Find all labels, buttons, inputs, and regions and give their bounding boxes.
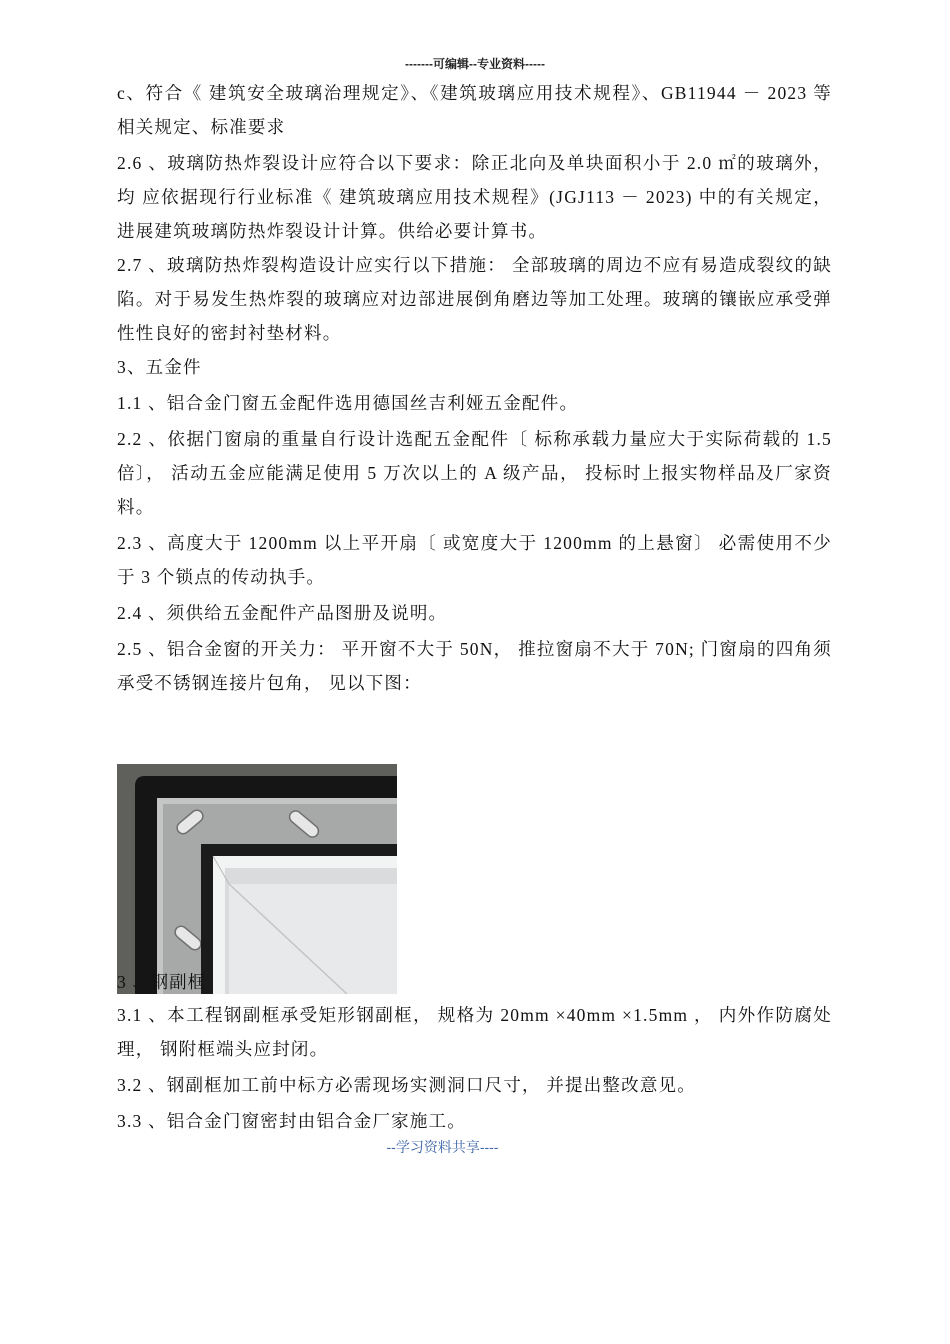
- paragraph-2-4: 2.4 、须供给五金配件产品图册及说明。: [117, 603, 448, 623]
- paragraph-1-1: 1.1 、铝合金门窗五金配件选用德国丝吉利娅五金配件。: [117, 393, 579, 413]
- section-heading-steel-subframe: 3 、钢副框: [117, 972, 207, 992]
- section-heading-hardware: 3、五金件: [117, 357, 202, 377]
- paragraph-2-7: 2.7 、玻璃防热炸裂构造设计应实行以下措施： 全部玻璃的周边不应有易造成裂纹的缺陷。对于易发生热炸裂的玻璃应对边部进展倒角磨边等加工处理。玻璃的镶嵌应承受弹性性良好的密封衬垫材料。: [117, 255, 832, 343]
- paragraph-2-5: 2.5 、铝合金窗的开关力： 平开窗不大于 50N， 推拉窗扇不大于 70N; 门窗扇的四角须承受不锈钢连接片包角， 见以下图：: [117, 639, 832, 693]
- corner-bracket-figure: [117, 764, 397, 994]
- page-footer: --学习资料共享----: [386, 1139, 499, 1155]
- paragraph-3-3: 3.3 、铝合金门窗密封由铝合金厂家施工。: [117, 1111, 466, 1131]
- paragraph-3-1: 3.1 、本工程钢副框承受矩形钢副框， 规格为 20mm ×40mm ×1.5mm ， 内外作防腐处理， 钢附框端头应封闭。: [117, 1005, 832, 1059]
- paragraph-3-2: 3.2 、钢副框加工前中标方必需现场实测洞口尺寸， 并提出整改意见。: [117, 1075, 696, 1095]
- paragraph-2-3: 2.3 、高度大于 1200mm 以上平开扇〔 或宽度大于 1200mm 的上悬窗〕 必需使用不少于 3 个锁点的传动执手。: [117, 533, 832, 587]
- corner-bracket-photo: [117, 764, 397, 994]
- paragraph-safety-glass-standards: c、符合《 建筑安全玻璃治理规定》、《建筑玻璃应用技术规程》、GB11944 － 2023 等相关规定、标准要求: [117, 83, 832, 137]
- page-header: -------可编辑--专业资料-----: [405, 57, 545, 71]
- paragraph-2-2: 2.2 、依据门窗扇的重量自行设计选配五金配件〔 标称承载力量应大于实际荷载的 1.5 倍〕， 活动五金应能满足使用 5 万次以上的 A 级产品， 投标时上报实物样品及厂家资料。: [117, 429, 832, 517]
- corner-bracket-illustration: [117, 764, 397, 994]
- paragraph-2-6: 2.6 、玻璃防热炸裂设计应符合以下要求：除正北向及单块面积小于 2.0 ㎡的玻璃外，均 应依据现行行业标准《 建筑玻璃应用技术规程》(JGJ113 － 2023) 中的有关规定， 进展建筑玻璃防热炸裂设计计算。供给必要计算书。: [117, 153, 832, 241]
- document-body: [117, 76, 832, 1138]
